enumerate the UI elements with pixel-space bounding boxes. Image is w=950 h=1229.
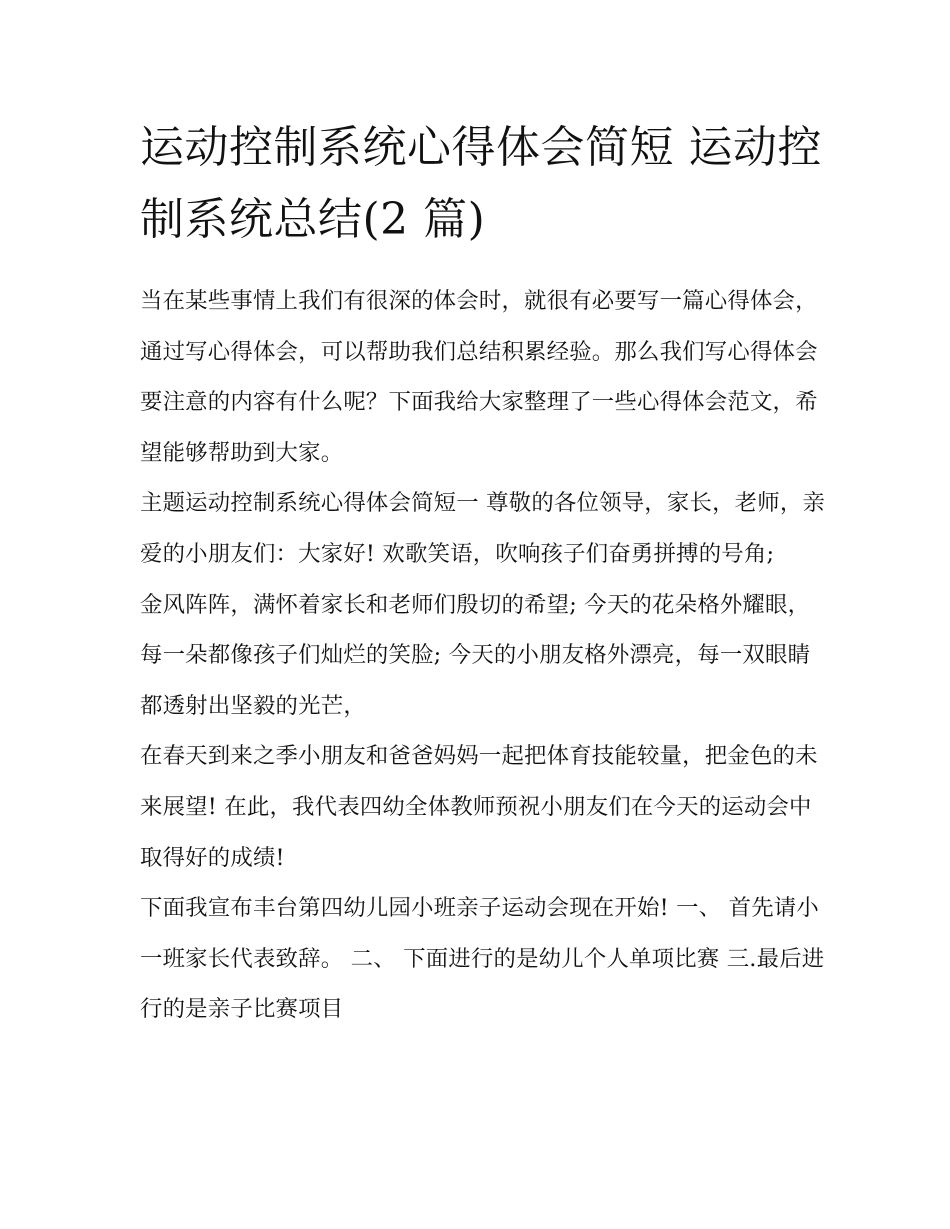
document-body [140, 276, 830, 1035]
paragraph-intro: 当在某些事情上我们有很深的体会时，就很有必要写一篇心得体会，通过写心得体会，可以帮助我们总结积累经验。那么我们写心得体会要注意的内容有什么呢？下面我给大家整理了一些心得体会范文，希望能够帮助到大家。 [140, 288, 818, 466]
paragraph-wishes: 在春天到来之季小朋友和爸爸妈妈一起把体育技能较量，把金色的未来展望! 在此，我代表四幼全体教师预祝小朋友们在今天的运动会中取得好的成绩! [140, 743, 818, 871]
document-title: 运动控制系统心得体会简短 运动控制系统总结(2 篇) [140, 122, 822, 245]
paragraph-atmosphere: 金风阵阵，满怀着家长和老师们殷切的希望; 今天的花朵格外耀眼，每一朵都像孩子们灿烂的笑脸; 今天的小朋友格外漂亮，每一双眼睛都透射出坚毅的光芒， [140, 591, 811, 719]
paragraph-greeting: 主题运动控制系统心得体会简短一 尊敬的各位领导，家长，老师，亲爱的小朋友们：大家好! 欢歌笑语，吹响孩子们奋勇拼搏的号角; [140, 490, 826, 567]
paragraph-agenda: 下面我宣布丰台第四幼儿园小班亲子运动会现在开始! 一、 首先请小一班家长代表致辞。 二、 下面进行的是幼儿个人单项比赛 三.最后进行的是亲子比赛项目 [140, 895, 825, 1023]
